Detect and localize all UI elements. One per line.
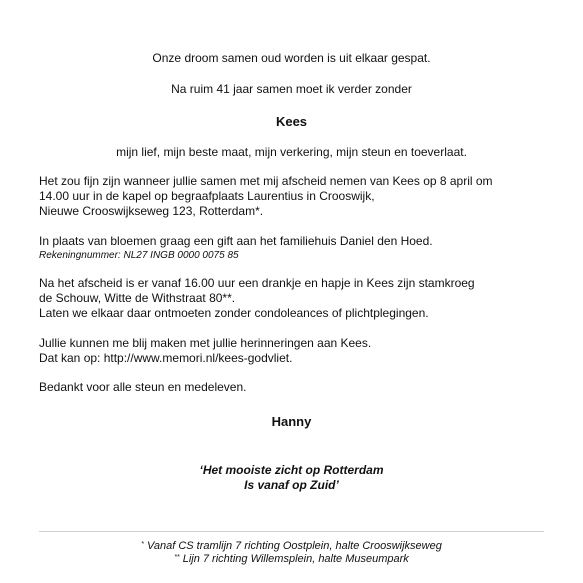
memories-line-1: Jullie kunnen me blij maken met jullie herinneringen aan Kees. xyxy=(39,336,372,350)
footnote-2-text: Lijn 7 richting Willemsplein, halte Museumpark xyxy=(179,553,409,565)
deceased-name: Kees xyxy=(275,114,308,129)
motto-line-2: Is vanaf op Zuid’ xyxy=(244,478,339,492)
after-line-3: Laten we elkaar daar ontmoeten zonder condoleances of plichtplegingen. xyxy=(39,306,429,320)
footnote-2-marker: ** xyxy=(174,554,180,561)
memories-line-2: Dat kan op: http://www.memori.nl/kees-godvliet. xyxy=(39,351,293,365)
footnote-divider xyxy=(39,531,544,532)
farewell-line-3: Nieuwe Crooswijkseweg 123, Rotterdam*. xyxy=(39,204,264,218)
flowers-line: In plaats van bloemen graag een gift aan het familiehuis Daniel den Hoed. xyxy=(39,234,433,248)
footnote-1-text: Vanaf CS tramlijn 7 richting Oostplein, halte Crooswijkseweg xyxy=(143,540,442,552)
signature: Hanny xyxy=(271,414,312,429)
motto-line-1: ‘Het mooiste zicht op Rotterdam xyxy=(199,463,384,477)
farewell-line-2: 14.00 uur in de kapel op begraafplaats Laurentius in Crooswijk, xyxy=(39,189,375,203)
footnote-1-marker: * xyxy=(141,541,144,548)
footnote-1 xyxy=(0,540,583,553)
intro-line-2: Na ruim 41 jaar samen moet ik verder zonder xyxy=(171,82,412,96)
footnote-2 xyxy=(0,553,583,566)
after-line-2: de Schouw, Witte de Withstraat 80**. xyxy=(39,291,236,305)
tribute-line: mijn lief, mijn beste maat, mijn verkering, mijn steun en toeverlaat. xyxy=(116,145,467,159)
account-number: Rekeningnummer: NL27 INGB 0000 0075 85 xyxy=(39,250,239,261)
intro-line-1: Onze droom samen oud worden is uit elkaar gespat. xyxy=(152,51,431,65)
thanks-line: Bedankt voor alle steun en medeleven. xyxy=(39,380,247,394)
farewell-line-1: Het zou fijn zijn wanneer jullie samen met mij afscheid nemen van Kees op 8 april om xyxy=(39,174,493,188)
after-line-1: Na het afscheid is er vanaf 16.00 uur een drankje en hapje in Kees zijn stamkroeg xyxy=(39,276,475,290)
